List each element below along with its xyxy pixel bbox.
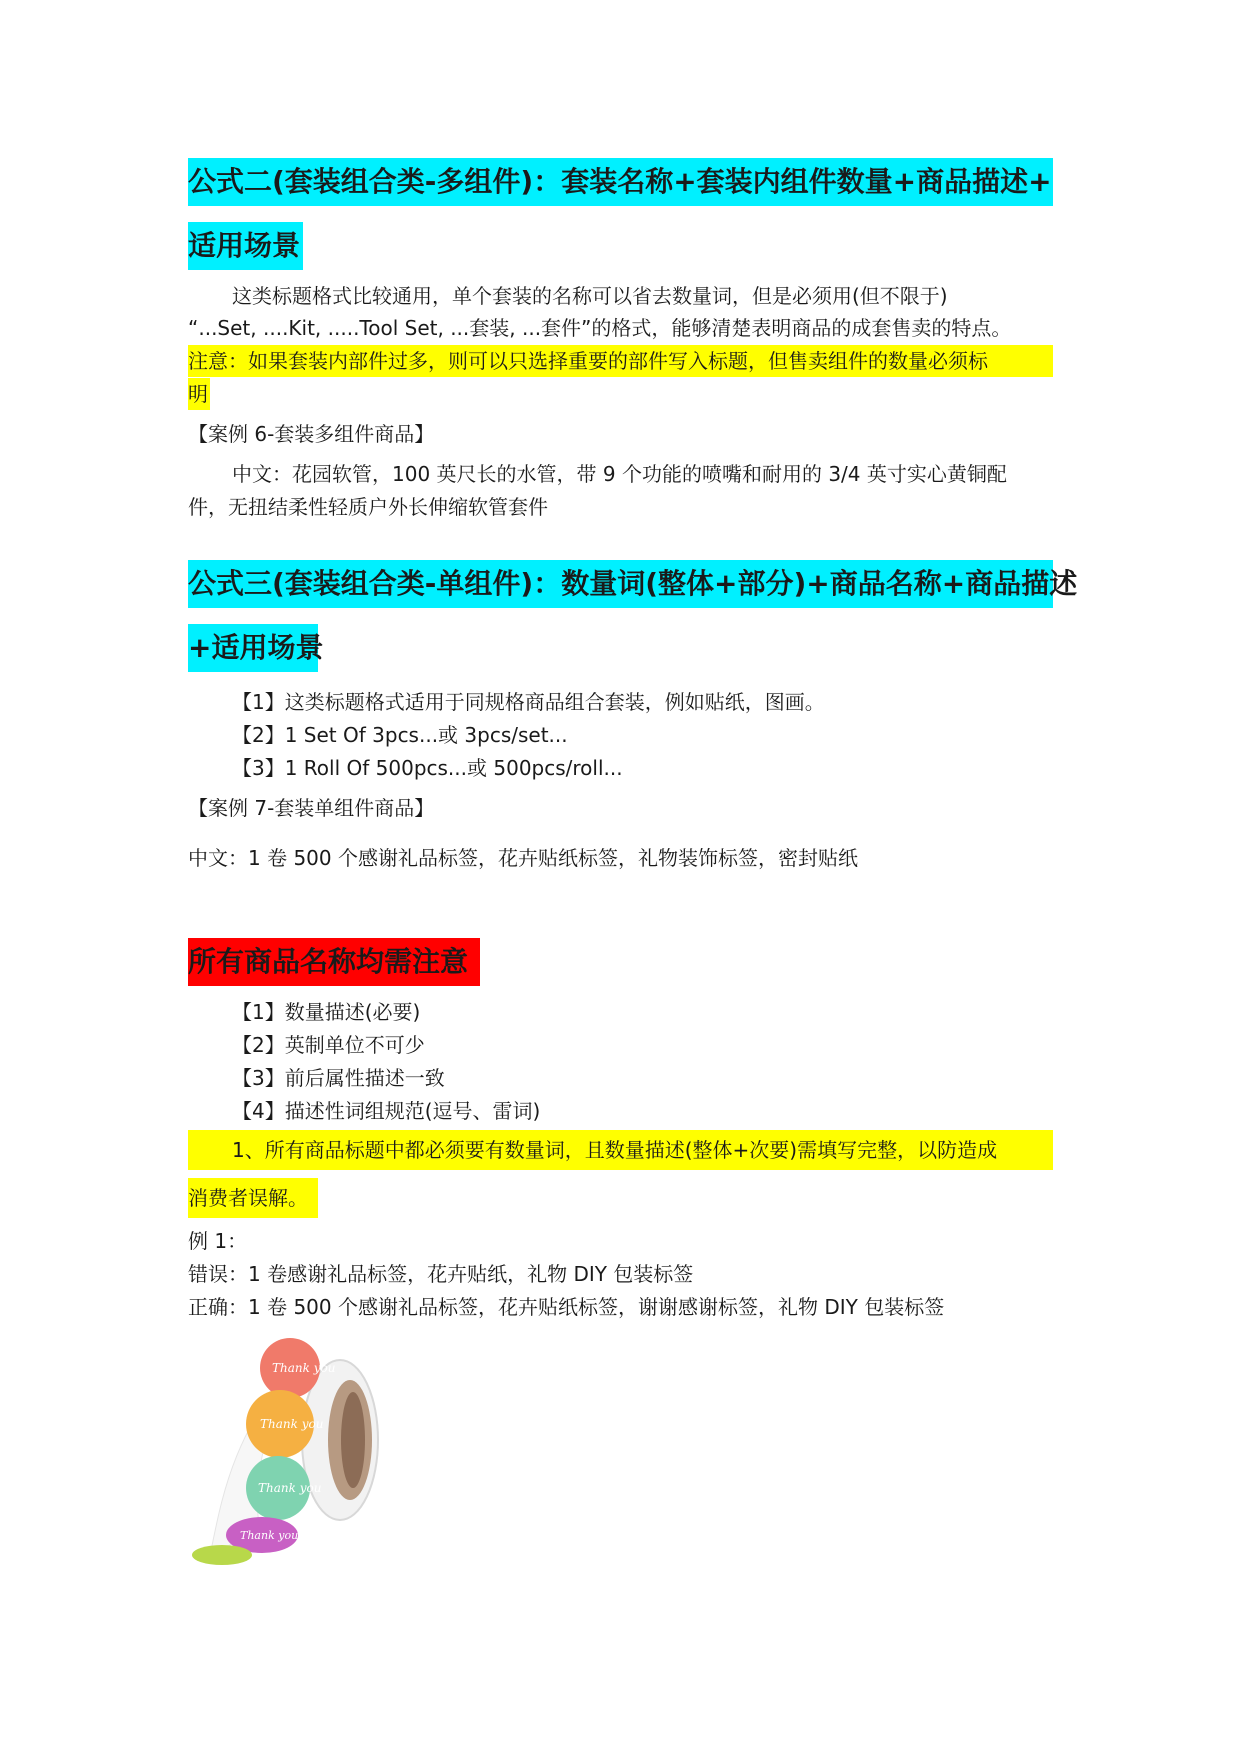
section3-heading [188, 560, 1078, 608]
sticker-roll-image [190, 1330, 430, 1570]
section3-heading-line1: 公式三(套装组合类-单组件)：数量词(整体+部分)+商品名称+商品描述 [188, 560, 1053, 608]
example-right: 正确：1 卷 500 个感谢礼品标签，花卉贴纸标签，谢谢感谢标签，礼物 DIY 包装标签 [188, 1295, 945, 1319]
sticker-roll-illustration [190, 1330, 430, 1570]
section2-heading-line2: 适用场景 [188, 222, 303, 270]
case6-line1: 中文：花园软管，100 英尺长的水管，带 9 个功能的喷嘴和耐用的 3/4 英寸实心黄铜配 [232, 462, 1007, 486]
example-label: 例 1： [188, 1229, 248, 1253]
case6-line2: 件，无扭结柔性轻质户外长伸缩软管套件 [188, 495, 548, 519]
section2-para-line1: 这类标题格式比较通用，单个套装的名称可以省去数量词，但是必须用(但不限于) [232, 284, 948, 308]
case7-title: 【案例 7-套装单组件商品】 [188, 796, 435, 820]
section2-para-line2: “...Set, ....Kit, .....Tool Set, ...套装, ...套件”的格式，能够清楚表明商品的成套售卖的特点。 [188, 316, 1012, 340]
section4-highlight-line2: 消费者误解。 [188, 1178, 318, 1218]
section4-item-4: 【4】描述性词组规范(逗号、雷词) [232, 1099, 541, 1123]
sticker-label-1: Thank you [272, 1361, 336, 1375]
section4-highlight-line1: 1、所有商品标题中都必须要有数量词，且数量描述(整体+次要)需填写完整，以防造成 [188, 1130, 1053, 1170]
case6-title: 【案例 6-套装多组件商品】 [188, 422, 435, 446]
section3-heading-line2: +适用场景 [188, 624, 318, 672]
sticker-label-4: Thank you [240, 1529, 299, 1542]
section4-item-3: 【3】前后属性描述一致 [232, 1066, 445, 1090]
section4-item-1: 【1】数量描述(必要) [232, 1000, 421, 1024]
section4-item-2: 【2】英制单位不可少 [232, 1033, 425, 1057]
section2-heading-line1: 公式二(套装组合类-多组件)：套装名称+套装内组件数量+商品描述+ [188, 158, 1053, 206]
section4-heading [188, 938, 480, 986]
sticker-label-2: Thank you [260, 1417, 324, 1431]
section2-heading-cont [188, 222, 303, 270]
section3-item-1: 【1】这类标题格式适用于同规格商品组合套装，例如贴纸，图画。 [232, 690, 825, 714]
section3-item-3: 【3】1 Roll Of 500pcs...或 500pcs/roll... [232, 756, 623, 780]
section3-item-2: 【2】1 Set Of 3pcs...或 3pcs/set... [232, 723, 568, 747]
example-wrong: 错误：1 卷感谢礼品标签，花卉贴纸，礼物 DIY 包装标签 [188, 1262, 694, 1286]
section3-heading-cont [188, 624, 324, 672]
section2-note-line1: 注意：如果套装内部件过多，则可以只选择重要的部件写入标题，但售卖组件的数量必须标 [188, 345, 1053, 377]
section4-heading-text: 所有商品名称均需注意 [188, 938, 480, 986]
section2-note-line2: 明 [188, 378, 210, 410]
sticker-label-3: Thank you [258, 1481, 322, 1495]
case7-text: 中文：1 卷 500 个感谢礼品标签，花卉贴纸标签，礼物装饰标签，密封贴纸 [188, 846, 858, 870]
section2-heading [188, 158, 1053, 206]
